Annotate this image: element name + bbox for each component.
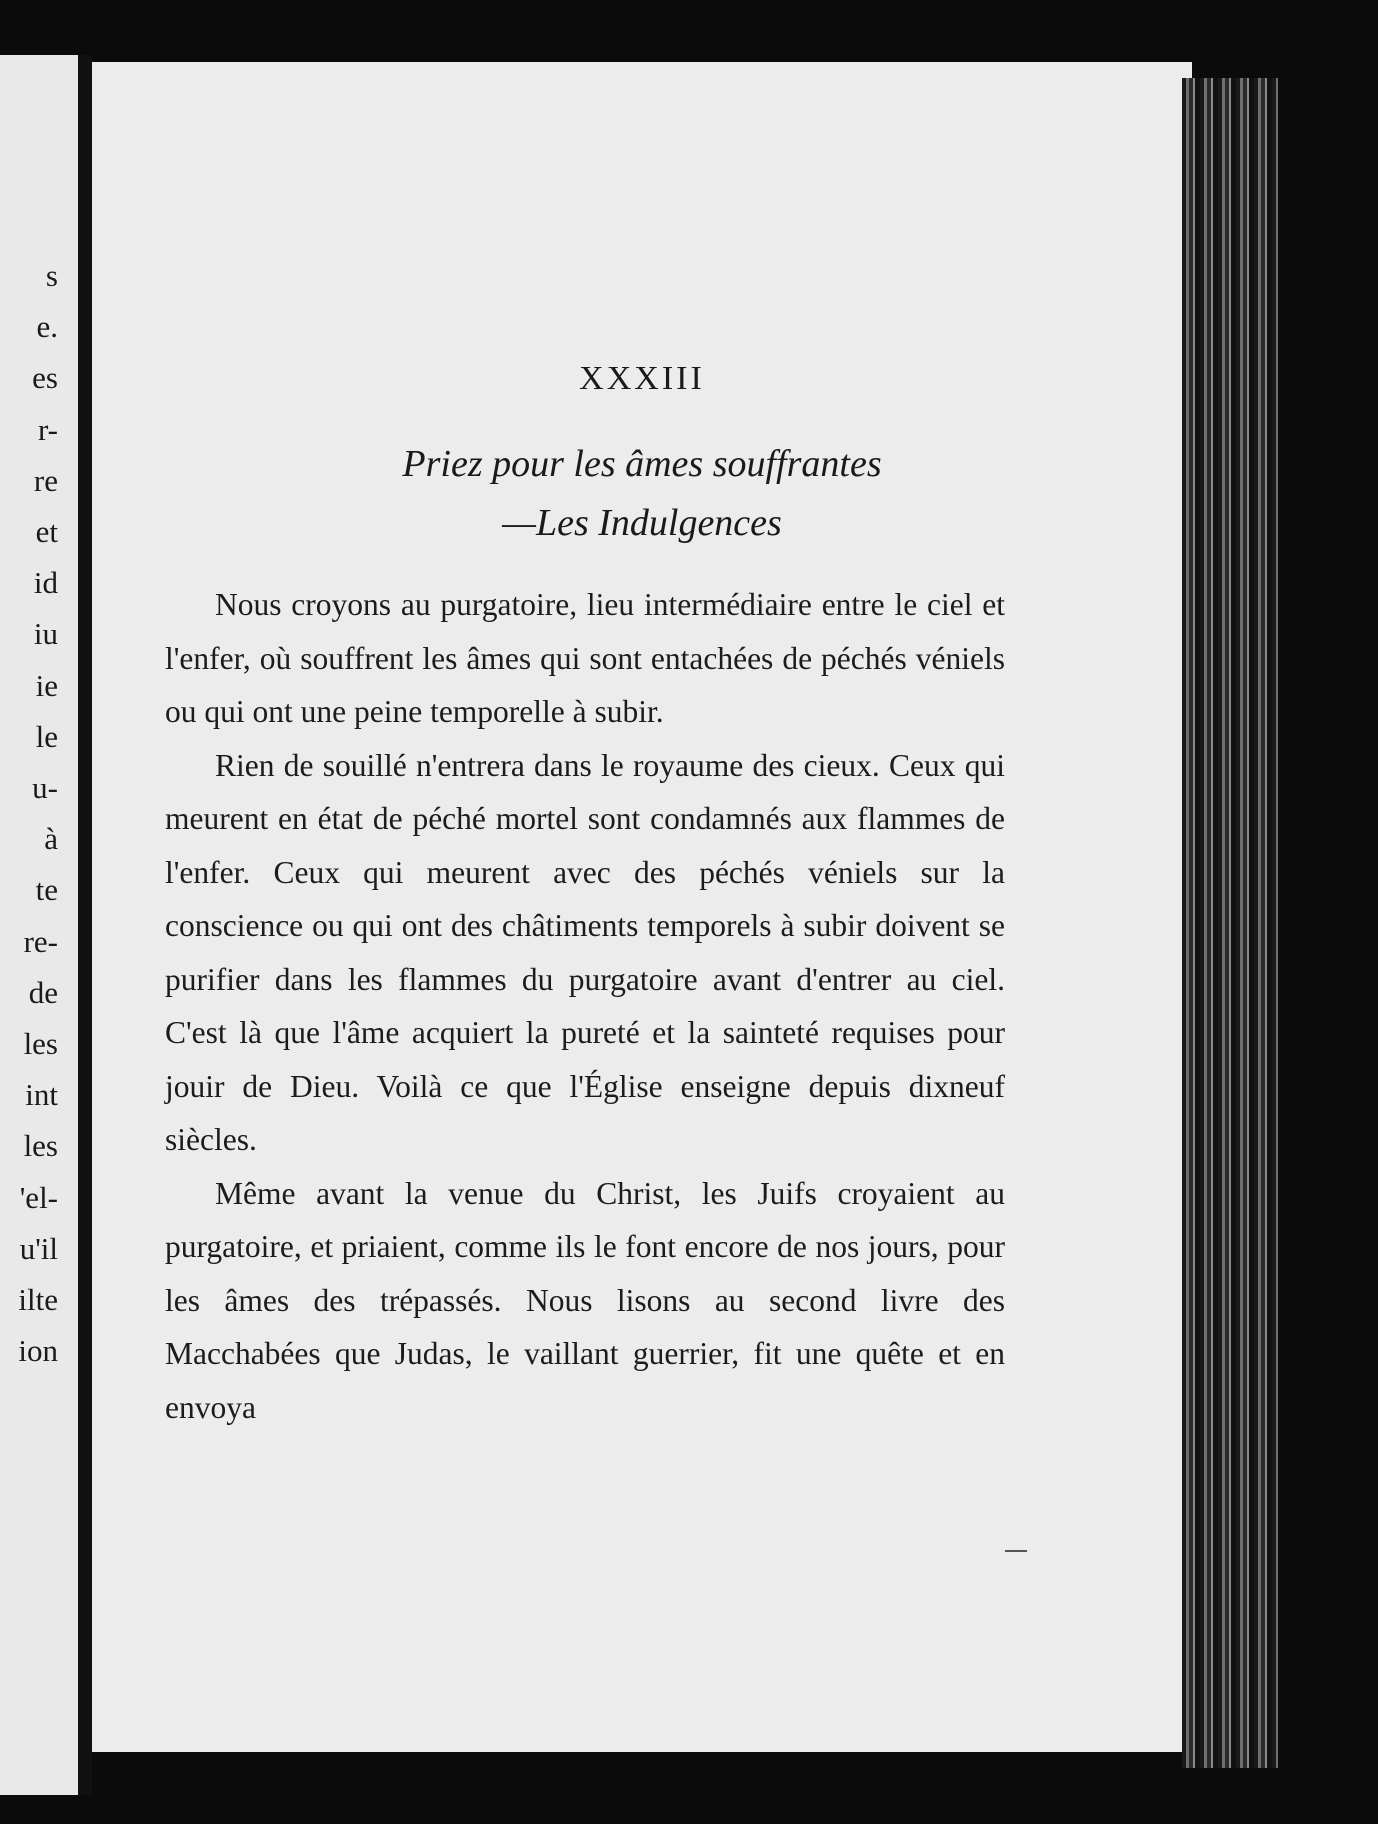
paragraph-3: Même avant la venue du Christ, les Juifs croyaient au purgatoire, et priaient, comme ils le font encore de nos jours, pour les âmes des trépassés. Nous lisons au second livre des Macchabées que Judas, le vaillant guerrier, fit une quête et en envoya xyxy=(165,1175,1005,1425)
facing-page-fragment: ion xyxy=(18,1333,58,1369)
facing-page-fragment: u- xyxy=(32,770,58,805)
facing-page-fragment: r- xyxy=(37,411,58,447)
facing-page-fragment: id xyxy=(33,565,58,601)
facing-page-fragment: de xyxy=(28,974,58,1010)
facing-page-fragment: le xyxy=(35,718,58,754)
facing-page-fragment: es xyxy=(32,360,58,396)
facing-page-fragment: int xyxy=(25,1077,58,1113)
paragraph-2: Rien de souillé n'entrera dans le royaume des cieux. Ceux qui meurent en état de péché mortel sont condamnés aux flammes de l'enfer. Ceux qui meurent avec des péchés véniels sur la conscience ou qui ont des châtiments temporels à subir doivent se purifier dans les flammes du purgatoire avant d'entrer au ciel. C'est là que l'âme acquiert la pureté et la sainteté requises pour jouir de Dieu. Voilà ce que l'Église enseigne depuis dixneuf siècles. xyxy=(165,747,1005,1157)
facing-page-fragment: et xyxy=(35,514,58,549)
page-edge xyxy=(1182,78,1278,1768)
body-text xyxy=(165,578,1005,1434)
facing-page-fragment: re- xyxy=(23,923,58,959)
paragraph-1: Nous croyons au purgatoire, lieu intermédiaire entre le ciel et l'enfer, où souffrent les âmes qui sont entachées de péchés véniels ou qui ont une peine temporelle à subir. xyxy=(165,587,1005,729)
facing-page-fragment: les xyxy=(23,1128,58,1164)
facing-page-fragment: te xyxy=(35,872,58,908)
facing-page-fragment: re xyxy=(33,462,58,498)
facing-page-fragment: les xyxy=(23,1026,58,1061)
facing-page-fragment: iu xyxy=(33,616,58,652)
chapter-title-line-1: Priez pour les âmes souffrantes xyxy=(402,443,882,485)
chapter-number: XXXIII xyxy=(579,360,705,397)
continuation-dash xyxy=(1005,1550,1027,1552)
facing-page-fragment: à xyxy=(44,821,58,857)
facing-page-fragment: e. xyxy=(36,309,58,345)
facing-page-fragment: u'il xyxy=(19,1230,58,1266)
facing-page-fragment: s xyxy=(45,258,58,293)
facing-page-fragment: 'el- xyxy=(19,1179,58,1215)
facing-page-fragment: ilte xyxy=(18,1282,58,1317)
facing-page-fragment: ie xyxy=(35,667,58,703)
chapter-title-line-2: —Les Indulgences xyxy=(502,502,782,544)
